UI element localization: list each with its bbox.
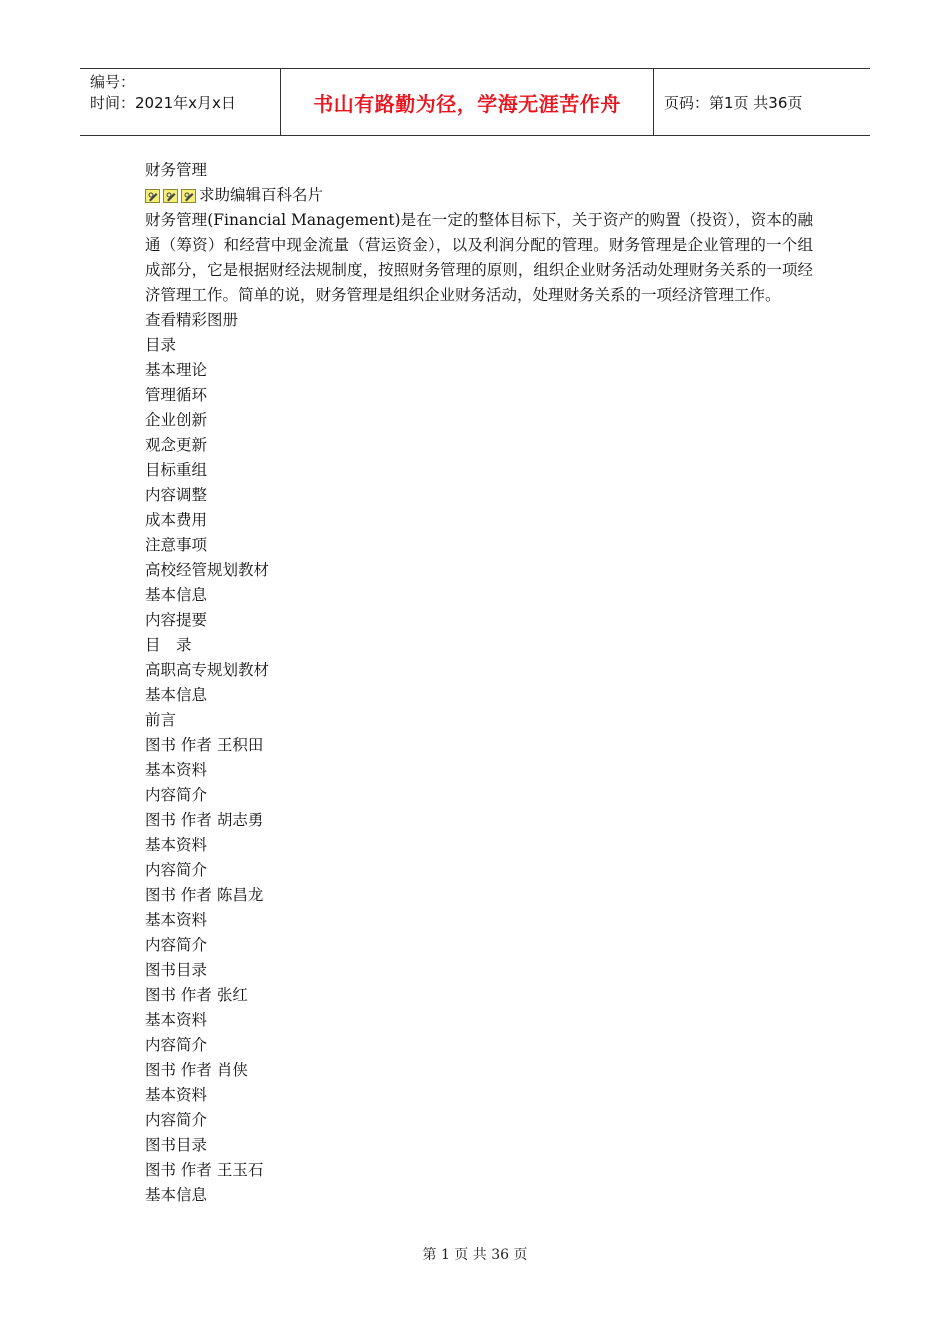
list-item: 观念更新 (145, 436, 208, 454)
list-item: 图书目录 (145, 1136, 208, 1154)
doc-title: 财务管理 (145, 161, 208, 179)
page-footer: 第 1 页 共 36 页 (422, 1247, 528, 1263)
header-meta (80, 69, 281, 135)
list-item: 图书 作者 陈昌龙 (145, 886, 264, 904)
list-item: 基本信息 (145, 586, 208, 604)
list-item: 基本信息 (145, 686, 208, 704)
list-item: 内容调整 (145, 486, 208, 504)
list-item: 内容简介 (145, 1036, 208, 1054)
list-item: 管理循环 (145, 386, 208, 404)
list-item: 高校经管规划教材 (145, 561, 270, 579)
help-edit-link[interactable]: 求助编辑百科名片 (199, 186, 324, 204)
header-page-number: 页码：第1页 共36页 (664, 93, 803, 112)
list-item: 高职高专规划教材 (145, 661, 270, 679)
list-item: 内容简介 (145, 936, 208, 954)
list-item: 企业创新 (145, 411, 208, 429)
list-item: 基本资料 (145, 1011, 208, 1029)
list-item: 内容简介 (145, 786, 208, 804)
help-edit-row (145, 183, 813, 208)
list-item: 内容简介 (145, 861, 208, 879)
list-item: 图书目录 (145, 961, 208, 979)
list-item: 图书 作者 肖侠 (145, 1061, 248, 1079)
list-item: 查看精彩图册 (145, 311, 239, 329)
edit-icon[interactable] (181, 189, 196, 203)
list-item: 基本资料 (145, 1086, 208, 1104)
code-label: 编号： (90, 73, 136, 91)
toc-list (145, 308, 813, 1208)
list-item: 成本费用 (145, 511, 208, 529)
list-item: 图书 作者 王积田 (145, 736, 264, 754)
list-item: 基本资料 (145, 911, 208, 929)
list-item: 目 录 (145, 636, 192, 654)
intro-paragraph: 财务管理(Financial Management)是在一定的整体目标下，关于资产的购置（投资），资本的融通（筹资）和经营中现金流量（营运资金），以及利润分配的管理。财务管理是企业管理的一个组成部分，它是根据财经法规制度，按照财务管理的原则，组织企业财务活动处理财务关系的一项经济管理工作。简单的说，财务管理是组织企业财务活动，处理财务关系的一项经济管理工作。 (145, 211, 813, 304)
list-item: 基本信息 (145, 1186, 208, 1204)
edit-icon[interactable] (145, 189, 160, 203)
list-item: 图书 作者 王玉石 (145, 1161, 264, 1179)
list-item: 前言 (145, 711, 177, 729)
header-motto: 书山有路勤为径，学海无涯苦作舟 (281, 69, 654, 135)
list-item: 内容提要 (145, 611, 208, 629)
list-item: 目标重组 (145, 461, 208, 479)
time-label: 时间：2021年x月x日 (90, 94, 236, 112)
list-item: 基本理论 (145, 361, 208, 379)
list-item: 基本资料 (145, 761, 208, 779)
edit-icon[interactable] (163, 189, 178, 203)
list-item: 内容简介 (145, 1111, 208, 1129)
list-item: 基本资料 (145, 836, 208, 854)
page-header (80, 68, 870, 136)
list-item: 注意事项 (145, 536, 208, 554)
list-item: 图书 作者 胡志勇 (145, 811, 264, 829)
list-item: 目录 (145, 336, 177, 354)
document-body (145, 158, 813, 1208)
list-item: 图书 作者 张红 (145, 986, 248, 1004)
